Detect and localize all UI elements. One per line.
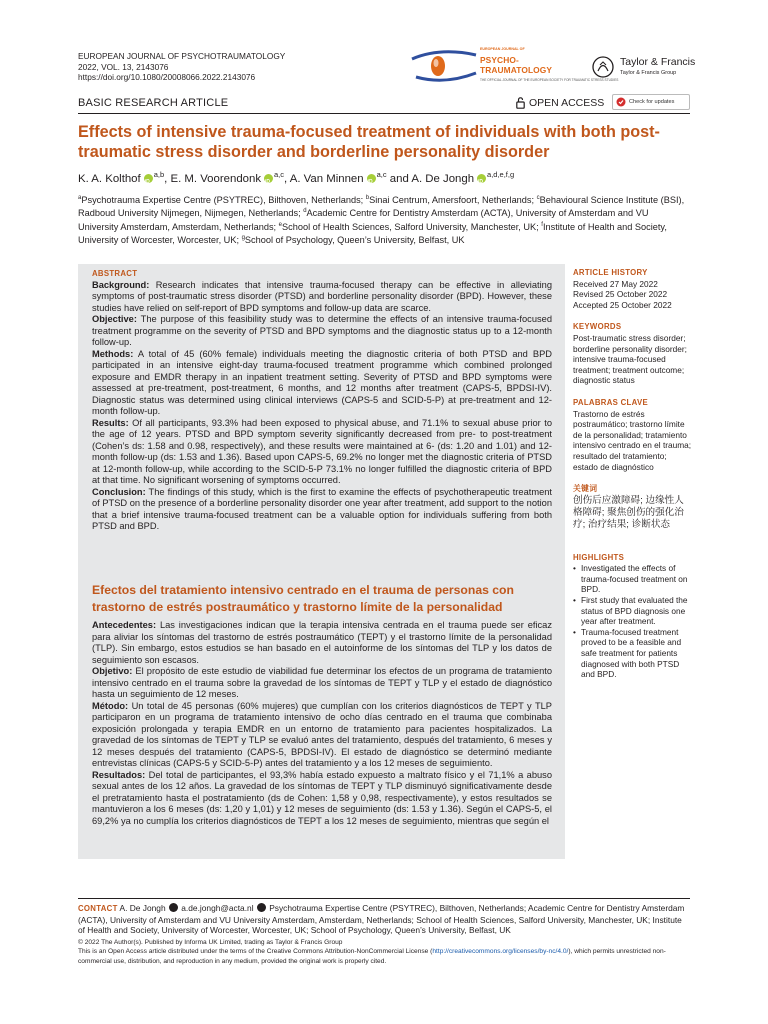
orcid-icon[interactable]	[367, 174, 376, 183]
abstract-section-label: Método:	[92, 700, 129, 711]
header-divider	[78, 113, 690, 114]
history-revised: Revised 25 October 2022	[573, 289, 668, 300]
abstract-paragraph	[92, 280, 552, 315]
affiliation-sup: d	[303, 208, 307, 215]
license-link[interactable]: http://creativecommons.org/licenses/by-nc/4.0/	[432, 948, 569, 956]
logo-name-line-2: TRAUMATOLOGY	[480, 64, 553, 75]
abstract-section-text: Un total de 45 personas (60% mujeres) que cumplían con los criterios diagnósticos de TEPT y TLP participaron en un programa de tratamiento intensivo de ocho días centrado en el trauma que combinaba exposición prolongada y terapia EMDR en un entorno de tratamiento para pacientes hospitalizados. La gravedad de los síntomas de TEPT y TLP se evaluó antes del tratamiento, después del tratamiento, 6 meses y 12 meses después del tratamiento (CAPS-5, BPDSI-IV). El estado de diagnóstico se determinó mediante entrevistas clínicas (CAPS-5 y SCID-5-P) antes del tratamiento y a los 12 meses de seguimiento.	[92, 700, 552, 768]
contact-address: Psychotrauma Expertise Centre (PSYTREC), Bilthoven, Netherlands; Academic Centre for Dentistry Amsterdam (ACTA), University of Amsterdam and VU University Amsterdam, Amsterdam, Netherlands; School of Health Sciences, Salford University, Manchester, UK; Institute of Health and Society, University of Worcester, Worcester, UK; School of Psychology, Queen’s University, Belfast, UK	[78, 903, 685, 936]
keywords-text: Post-traumatic stress disorder; borderline personality disorder; intensive trauma-focused treatment; treatment outcome; diagnostic status	[573, 332, 687, 386]
author-name[interactable]: A. De Jongh	[411, 172, 475, 185]
open-lock-icon	[516, 97, 525, 109]
author-separator: and	[386, 172, 412, 185]
author-affiliation-sup: a,c	[274, 170, 285, 179]
email-icon	[169, 903, 178, 912]
abstract-section-text: A total of 45 (60% female) individuals meeting the diagnostic criteria of both PTSD and BPD participated in an intensive eight-day trauma-focused treatment programme which combined prolonged exposure and EMDR therapy in an inpatient treatment setting. Severity of PTSD and BPD symptoms were assessed at pre-treatment, post-treatment, 6 months, and 12 months after treatment (CAPS-5, BPDSI-IV). Diagnostic status was determined using clinical interviews (CAPS-5 and SCID-5-P) at pre-treatment and 12-month follow-up.	[92, 348, 552, 416]
highlights-list	[573, 563, 693, 680]
check-updates-label: Check for updates	[629, 99, 675, 105]
orcid-icon[interactable]	[477, 174, 486, 183]
affiliation-sup: a	[78, 195, 82, 201]
abstract-paragraph	[92, 770, 552, 828]
contact-email[interactable]: a.de.jongh@acta.nl	[178, 903, 256, 913]
affiliation-text: Sinai Centrum, Amersfoort, Netherlands;	[369, 195, 537, 206]
abstract-english	[92, 268, 552, 533]
affiliation-text: Institute of Health and Society, University of Worcester, Worcester, UK;	[78, 222, 667, 246]
abstract-section-label: Methods:	[92, 348, 134, 359]
publisher-name: Taylor & Francis	[620, 56, 696, 68]
highlights-block	[573, 553, 693, 680]
history-received: Received 27 May 2022	[573, 278, 658, 289]
affiliation-sup: g	[241, 235, 245, 242]
history-accepted: Accepted 25 October 2022	[573, 299, 672, 310]
check-updates-button[interactable]	[612, 94, 690, 110]
abstract-section-label: Objetivo:	[92, 666, 133, 676]
orcid-icon[interactable]	[144, 174, 153, 183]
orcid-icon[interactable]	[264, 174, 273, 183]
abstract-section-text: Del total de participantes, el 93,3% había estado expuesto a maltrato físico y el 71,1% a abuso sexual antes de los 12 años. La gravedad de los síntomas de TEPT y TLP disminuyó significativamente desde el pretratamiento hasta el postratamiento (ds de Cohen: 1,58 y 0,98, respectivamente), y estos resultados se mantuvieron a los 6 meses (ds: 1,20 y 1,01) y 12 meses de seguimiento (ds: 1.53 y 1.36). Según el CAPS-5, el 69,2% ya no cumplía los criterios diagnósticos de TEPT a los 12 meses de seguimiento, mientras que según el	[92, 769, 552, 826]
author-name[interactable]: A. Van Minnen	[289, 172, 364, 185]
history-heading: ARTICLE HISTORY	[573, 268, 648, 277]
affiliation-sup: c	[536, 195, 540, 201]
journal-meta	[78, 51, 285, 83]
chinese-keywords-block	[573, 484, 693, 531]
license-block	[78, 938, 690, 966]
open-access-label: OPEN ACCESS	[529, 97, 605, 109]
keywords-block	[573, 322, 693, 386]
abstract-spanish	[92, 620, 552, 827]
author-affiliation-sup: a,d,e,f,g	[487, 170, 515, 179]
article-title: Effects of intensive trauma-focused treatment of individuals with both post-traumatic stress disorder and borderline personality disorder	[78, 123, 660, 161]
journal-name: EUROPEAN JOURNAL OF PSYCHOTRAUMATOLOGY	[78, 51, 286, 61]
abstract-section-text: Research indicates that intensive trauma-focused therapy can be effective in alleviating symptoms of post-traumatic stress disorder (PTSD) and borderline personality disorder (BPD). However, these studies have relied on self-report of BPD symptoms and follow-up data are scarce.	[92, 279, 552, 313]
taylor-francis-logo-icon	[592, 56, 614, 78]
abstract-paragraph	[92, 620, 552, 666]
abstract-paragraph	[92, 349, 552, 418]
contact-block	[78, 903, 690, 936]
affiliation-sup: e	[278, 221, 283, 228]
copyright-line: © 2022 The Author(s). Published by Informa UK Limited, trading as Taylor & Francis Group	[78, 939, 343, 946]
palabras-heading: PALABRAS CLAVE	[573, 397, 648, 407]
author-affiliation-sup: a,c	[376, 170, 387, 179]
palabras-block	[573, 398, 693, 472]
keywords-heading: KEYWORDS	[573, 322, 622, 332]
highlight-item: • First study that evaluated the status of BPD diagnosis one year after treatment.	[573, 595, 693, 627]
highlights-heading: HIGHLIGHTS	[573, 552, 625, 562]
abstract-section-label: Background:	[92, 279, 150, 290]
abstract-section-label: Results:	[92, 417, 129, 428]
contact-label: CONTACT	[78, 904, 118, 913]
logo-name-line-1: PSYCHO-	[480, 55, 519, 65]
publisher-group: Taylor & Francis Group	[620, 70, 677, 76]
abstract-section-text: Of all participants, 93.3% had been exposed to physical abuse, and 71.1% to sexual abuse prior to the age of 12 years. PTSD and BPD symptom severity significantly decreased from pre- to post-treatment (Cohen’s ds: 1.58 and 0.98, respectively), and these results were maintained at 6- (ds: 1.20 and 1.01) and 12-month follow-up (ds: 1.53 and 1.36). Based upon CAPS-5, 69.2% no longer met the diagnostic criteria of PTSD at 12-month follow-up, while according to the SCID-5-P 73.1% no longer fulfilled the diagnostic criteria of BPD at that time. No significant worsening of symptoms occurred.	[92, 417, 552, 485]
open-access-badge	[516, 97, 604, 109]
author-name[interactable]: E. M. Voorendonk	[170, 172, 262, 185]
highlight-item: • Investigated the effects of trauma-focused treatment on BPD.	[573, 563, 693, 595]
abstract-heading: ABSTRACT	[92, 269, 138, 278]
palabras-text: Trastorno de estrés postraumático; trastorno límite de la personalidad; tratamiento intensivo centrado en el trauma; resultado del tratamiento; estado de diagnóstico	[573, 408, 692, 472]
footer-divider	[78, 898, 690, 899]
abstract-section-text: El propósito de este estudio de viabilidad fue determinar los efectos de un programa de tratamiento intensivo centrado en el trauma sobre la gravedad de los síntomas de TEPT y TLP y el estado de diagnóstico hasta un seguimiento de 12 meses.	[92, 666, 552, 699]
author-name[interactable]: K. A. Kolthof	[78, 172, 141, 185]
author-separator: ,	[164, 172, 171, 185]
license-text	[78, 947, 690, 966]
affiliation-text: School of Health Sciences, Salford University, Manchester, UK;	[282, 222, 542, 232]
author-list	[78, 168, 690, 186]
chinese-keywords-text: 创伤后应激障碍; 边缘性人格障碍; 聚焦创伤的强化治疗; 治疗结果; 诊断状态	[573, 494, 684, 530]
sidebar	[573, 268, 693, 692]
abstract-paragraph	[92, 666, 552, 701]
affiliation-text: School of Psychology, Queen’s University, Belfast, UK	[244, 235, 465, 246]
affiliation-text: Behavioural Science Institute (BSI), Radboud University Nijmegen, Nijmegen, Netherlands;	[78, 195, 685, 219]
author-affiliation-sup: a,b	[153, 170, 165, 179]
affiliation-sup: b	[365, 195, 370, 201]
abstract-section-label: Objective:	[92, 314, 137, 324]
author-separator: ,	[284, 172, 290, 185]
address-icon	[257, 903, 266, 912]
affiliation-sup: f	[541, 221, 543, 228]
logo-name	[480, 56, 552, 75]
license-text-start: This is an Open Access article distributed under the terms of the Creative Commons Attribution-NonCommercial License (	[78, 948, 433, 956]
abstract-section-text: Las investigaciones indican que la terapia intensiva centrada en el trauma puede ser eficaz para aliviar los síntomas del trastorno de estrés postraumático (TEPT) y el trastorno límite de la personalidad (TLP). Sin embargo, estos estudios se han basado en el autoinforme de los síntomas del TLP y los datos de seguimiento son escasos.	[92, 620, 552, 665]
contact-name: A. De Jongh	[117, 903, 168, 913]
abstract-paragraph	[92, 701, 552, 770]
journal-volume: 2022, VOL. 13, 2143076	[78, 61, 169, 72]
abstract-section-text: The purpose of this feasibility study was to determine the effects of an intensive trauma-focused treatment programme on the severity of PTSD and BPD symptoms and the diagnostic status up to a 12-month follow-up.	[92, 314, 552, 347]
license-text-end: ), which permits unrestricted non-commercial use, distribution, and reproduction in any medium, provided the original work is properly cited.	[78, 948, 666, 965]
affiliation-text: Psychotrauma Expertise Centre (PSYTREC), Bilthoven, Netherlands;	[81, 195, 366, 206]
chinese-keywords-heading: 关键词	[573, 484, 598, 494]
highlight-item: • Trauma-focused treatment proved to be a feasible and safe treatment for patients diagnosed with both PTSD and BPD.	[573, 627, 693, 680]
article-type: BASIC RESEARCH ARTICLE	[78, 97, 229, 109]
abstract-paragraph	[92, 418, 552, 487]
abstract-section-label: Antecedentes:	[92, 620, 157, 630]
affiliation-text: Academic Centre for Dentistry Amsterdam (ACTA), University of Amsterdam and VU University Amsterdam, Amsterdam, Netherlands;	[78, 208, 649, 232]
doi-link[interactable]: https://doi.org/10.1080/20008066.2022.2143076	[78, 72, 256, 82]
article-history	[573, 268, 693, 310]
abstract-section-text: The findings of this study, which is the first to examine the effects of psychotherapeutic treatment of PTSD on the presence of a borderline personality disorder one year after treatment, add support to the notion that a brief intensive trauma-focused treatment can be a valuable option for individuals suffering from both PTSD and BPD.	[92, 486, 552, 531]
logo-small-text: EUROPEAN JOURNAL OF	[480, 47, 525, 51]
abstract-paragraph	[92, 314, 552, 349]
abstract-section-label: Conclusion:	[92, 486, 146, 497]
spanish-title: Efectos del tratamiento intensivo centrado en el trauma de personas con trastorno de estrés postraumático y trastorno límite de la personalidad	[92, 583, 514, 614]
abstract-paragraph	[92, 487, 552, 533]
affiliations	[78, 193, 690, 247]
crossmark-icon	[616, 97, 626, 107]
logo-subtitle: THE OFFICIAL JOURNAL OF THE EUROPEAN SOCIETY FOR TRAUMATIC STRESS STUDIES	[480, 78, 619, 82]
abstract-section-label: Resultados:	[92, 769, 146, 780]
